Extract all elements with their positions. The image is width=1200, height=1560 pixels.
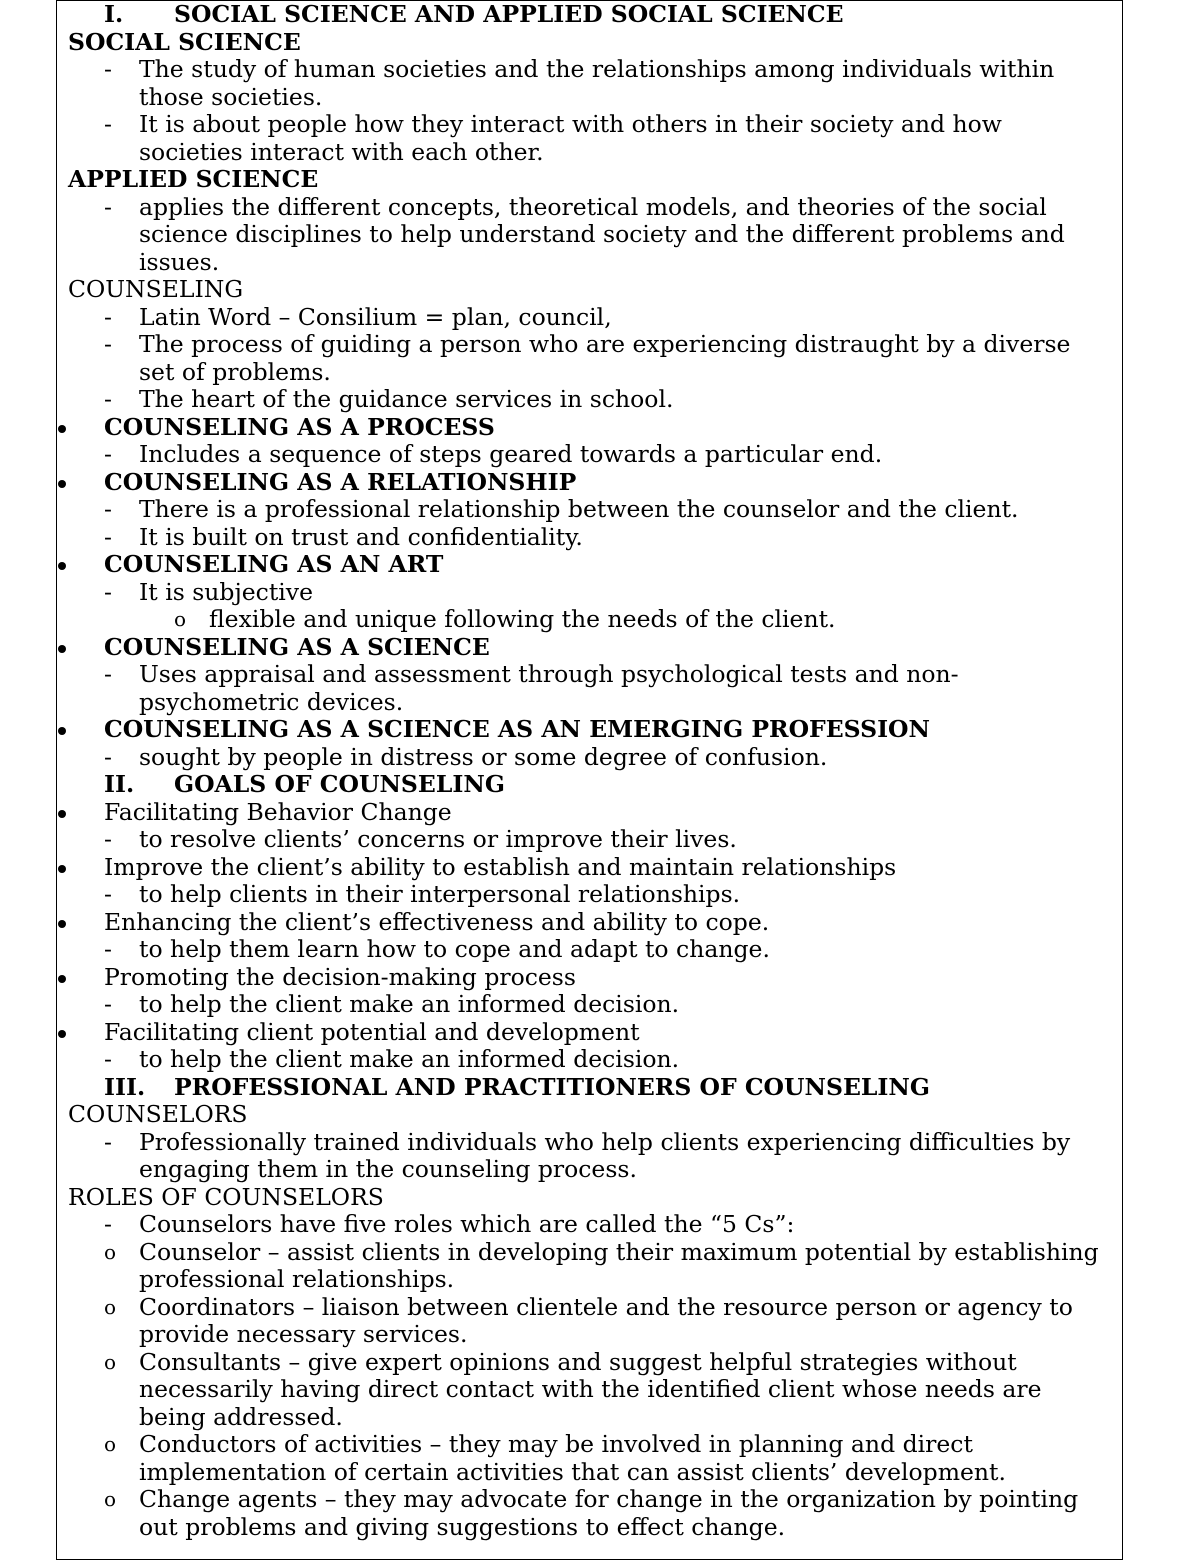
bullet-icon (58, 1030, 66, 1038)
document-content (68, 1, 1113, 1541)
list-item: - The heart of the guidance services in school. (104, 385, 674, 413)
dash-marker: - (104, 990, 112, 1018)
applied-science-label: APPLIED SCIENCE (68, 165, 319, 193)
list-item: - applies the different concepts, theoretical models, and theories of the social science disciplines to help understand society and the different problems and issues. (104, 192, 1065, 276)
dash-marker: - (104, 880, 112, 908)
bullet-heading-process: COUNSELING AS A PROCESS (68, 414, 1113, 442)
list-item: - to help clients in their interpersonal relationships. (104, 880, 741, 908)
list-item: - to help the client make an informed decision. (104, 1045, 680, 1073)
goal-item: Facilitating Behavior Change (68, 799, 1113, 827)
dash-marker: - (104, 55, 112, 83)
dash-marker: - (104, 110, 112, 138)
bullet-icon (58, 920, 66, 928)
list-item: - to help the client make an informed decision. (104, 990, 680, 1018)
bullet-icon (58, 865, 66, 873)
counseling-label: COUNSELING (68, 275, 244, 303)
circle-bullet-icon: o (104, 1487, 117, 1511)
bullet-icon (58, 562, 66, 570)
roles-label: ROLES OF COUNSELORS (68, 1182, 384, 1211)
dash-marker: - (104, 192, 112, 221)
dash-marker: - (104, 495, 112, 523)
role-item: o Change agents – they may advocate for change in the organization by pointing out problems and giving suggestions to effect change. (104, 1485, 1079, 1541)
social-science-label: SOCIAL SCIENCE (68, 27, 301, 56)
list-item: - to help them learn how to cope and adapt to change. (104, 935, 770, 963)
dash-marker: - (104, 1045, 112, 1073)
bullet-heading-profession: COUNSELING AS A SCIENCE AS AN EMERGING PROFESSION (68, 716, 1113, 744)
role-item: o Counselor – assist clients in developing their maximum potential by establishing professional relationships. (104, 1237, 1099, 1293)
list-item: - Uses appraisal and assessment through psychological tests and non-psychometric devices. (104, 660, 959, 716)
counselors-label: COUNSELORS (68, 1100, 248, 1128)
circle-bullet-icon: o (104, 1432, 117, 1456)
dash-marker: - (104, 742, 112, 771)
document-page (56, 0, 1123, 1560)
section-heading-1: I. SOCIAL SCIENCE AND APPLIED SOCIAL SCIENCE (104, 0, 844, 28)
sub-list-item: o flexible and unique following the needs of the client. (174, 605, 836, 633)
dash-marker: - (104, 330, 112, 358)
goal-item: Enhancing the client’s effectiveness and ability to cope. (68, 909, 1113, 937)
bullet-heading-art: COUNSELING AS AN ART (68, 551, 1113, 579)
role-item: o Conductors of activities – they may be involved in planning and direct implementation of certain activities that can assist clients’ development. (104, 1430, 1006, 1486)
goal-item: Improve the client’s ability to establish and maintain relationships (68, 854, 1113, 882)
dash-marker: - (104, 385, 112, 413)
list-item: - Counselors have five roles which are called the “5 Cs”: (104, 1210, 795, 1238)
section-heading-2: II. GOALS OF COUNSELING (104, 770, 505, 798)
list-item: - Includes a sequence of steps geared towards a particular end. (104, 440, 883, 468)
list-item: - sought by people in distress or some degree of confusion. (104, 742, 828, 771)
list-item: - to resolve clients’ concerns or improve their lives. (104, 825, 737, 853)
dash-marker: - (104, 302, 112, 331)
list-item: - Latin Word – Consilium = plan, council, (104, 302, 612, 331)
list-item: - Professionally trained individuals who help clients experiencing difficulties by engaging them in the counseling process. (104, 1127, 1071, 1183)
role-item: o Consultants – give expert opinions and suggest helpful strategies without necessarily having direct contact with the identified client whose needs are being addressed. (104, 1347, 1042, 1431)
bullet-icon (58, 480, 66, 488)
circle-bullet-icon: o (104, 1239, 117, 1264)
dash-marker: - (104, 522, 112, 551)
list-item: - There is a professional relationship between the counselor and the client. (104, 495, 1019, 523)
circle-bullet-icon: o (104, 1349, 117, 1374)
dash-marker: - (104, 825, 112, 853)
list-item: - It is about people how they interact with others in their society and how societies interact with each other. (104, 110, 1002, 166)
list-item: - The process of guiding a person who are experiencing distraught by a diverse set of problems. (104, 330, 1071, 386)
goal-item: Promoting the decision-making process (68, 964, 1113, 992)
role-item: o Coordinators – liaison between clientele and the resource person or agency to provide necessary services. (104, 1292, 1073, 1348)
bullet-icon (58, 975, 66, 983)
section-heading-3: III. PROFESSIONAL AND PRACTITIONERS OF COUNSELING (104, 1072, 930, 1101)
circle-bullet-icon: o (174, 607, 187, 631)
bullet-icon (58, 425, 66, 433)
dash-marker: - (104, 577, 112, 606)
list-item: - The study of human societies and the relationships among individuals within those societies. (104, 55, 1055, 111)
bullet-icon (58, 645, 66, 653)
dash-marker: - (104, 440, 112, 468)
goal-item: Facilitating client potential and development (68, 1019, 1113, 1047)
dash-marker: - (104, 935, 112, 963)
circle-bullet-icon: o (104, 1294, 117, 1319)
bullet-heading-relationship: COUNSELING AS A RELATIONSHIP (68, 469, 1113, 497)
list-item: - It is built on trust and confidentiality. (104, 522, 583, 551)
bullet-heading-science: COUNSELING AS A SCIENCE (68, 634, 1113, 662)
list-item: - It is subjective (104, 577, 313, 606)
dash-marker: - (104, 1127, 112, 1156)
dash-marker: - (104, 1210, 112, 1238)
dash-marker: - (104, 660, 112, 688)
bullet-icon (58, 810, 66, 818)
bullet-icon (58, 727, 66, 735)
